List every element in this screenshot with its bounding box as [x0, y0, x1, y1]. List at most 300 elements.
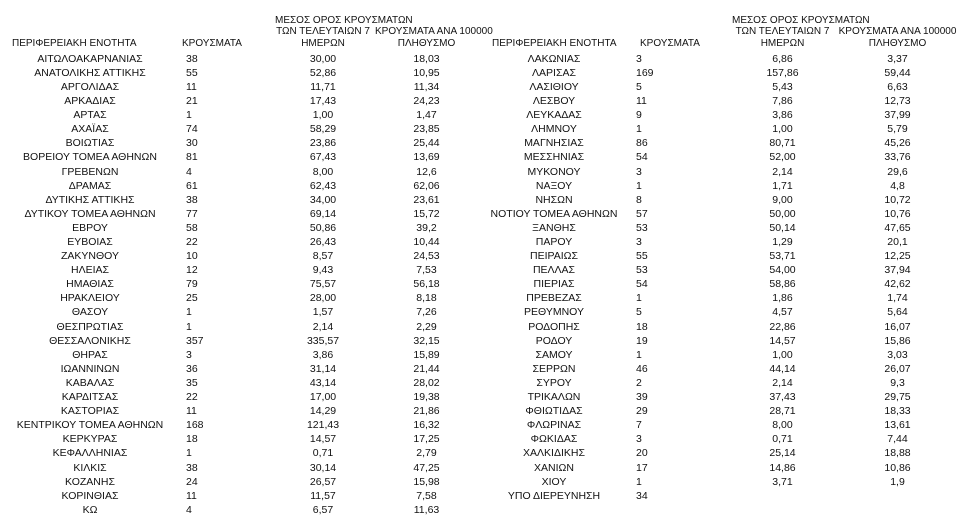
region-cell: ΣΑΜΟΥ	[535, 348, 573, 361]
region-cell: ΧΑΝΙΩΝ	[534, 461, 574, 474]
cases-cell: 4	[186, 165, 192, 178]
region-cell: ΣΕΡΡΩΝ	[532, 362, 576, 375]
cases-cell: 19	[636, 334, 648, 347]
per100k-cell: 10,44	[413, 236, 440, 249]
cases-cell: 11	[186, 405, 197, 418]
avg7-cell: 22,86	[769, 320, 796, 333]
avg7-cell: 9,00	[772, 193, 793, 206]
cases-cell: 12	[186, 264, 198, 277]
cases-cell: 1	[636, 123, 642, 136]
avg7-cell: 6,86	[772, 52, 793, 65]
cases-cell: 38	[186, 193, 198, 206]
region-cell: ΛΑΚΩΝΙΑΣ	[527, 52, 581, 65]
cases-cell: 10	[186, 250, 198, 263]
table-row	[480, 278, 960, 292]
table-row	[480, 461, 960, 475]
table-header-row	[0, 0, 480, 52]
cases-cell: 30	[186, 137, 198, 150]
per100k-cell: 21,86	[413, 405, 440, 418]
cases-cell: 53	[636, 264, 648, 277]
region-cell: ΒΟΡΕΙΟΥ ΤΟΜΕΑ ΑΘΗΝΩΝ	[23, 151, 157, 164]
avg7-cell: 5,43	[772, 80, 793, 93]
header-cases: ΚΡΟΥΣΜΑΤΑ	[640, 37, 700, 49]
avg7-cell: 14,29	[309, 405, 337, 418]
table-row	[480, 447, 960, 461]
region-cell: ΚΙΛΚΙΣ	[73, 461, 107, 474]
per100k-cell: 47,25	[413, 461, 440, 474]
region-cell: ΒΟΙΩΤΙΑΣ	[65, 137, 115, 150]
per100k-cell: 62,06	[413, 179, 440, 192]
region-cell: ΝΗΣΩΝ	[535, 193, 573, 206]
avg7-cell: 6,57	[312, 503, 334, 516]
cases-cell: 55	[186, 66, 198, 79]
cases-cell: 7	[636, 419, 642, 432]
avg7-cell: 34,00	[309, 193, 337, 206]
avg7-cell: 23,86	[309, 137, 337, 150]
per100k-cell: 18,88	[884, 447, 911, 460]
avg7-cell: 28,00	[309, 292, 337, 305]
table-row	[0, 334, 480, 348]
region-cell: ΦΛΩΡΙΝΑΣ	[526, 419, 582, 432]
avg7-cell: 50,86	[309, 221, 337, 234]
region-cell: ΞΑΝΘΗΣ	[532, 221, 576, 234]
table-row	[480, 193, 960, 207]
region-cell: ΛΕΣΒΟΥ	[532, 95, 576, 108]
per100k-cell: 32,15	[413, 334, 440, 347]
table-row	[480, 235, 960, 249]
table-row	[0, 235, 480, 249]
cases-cell: 4	[186, 503, 192, 516]
table-row	[0, 320, 480, 334]
region-cell: ΡΕΘΥΜΝΟΥ	[523, 306, 584, 319]
per100k-cell: 12,25	[884, 250, 911, 263]
avg7-cell: 58,29	[309, 123, 337, 136]
table-row	[0, 447, 480, 461]
per100k-cell: 7,26	[416, 306, 437, 319]
table-row	[0, 503, 480, 517]
region-cell: ΗΜΑΘΙΑΣ	[66, 278, 114, 291]
per100k-cell: 18,03	[413, 52, 440, 65]
per100k-cell: 5,79	[887, 123, 908, 136]
per100k-cell: 8,18	[416, 292, 437, 305]
region-cell: ΗΛΕΙΑΣ	[70, 264, 109, 277]
table-row	[0, 193, 480, 207]
table-row	[480, 489, 960, 503]
region-cell: ΣΥΡΟΥ	[536, 376, 572, 389]
table-row	[480, 165, 960, 179]
per100k-cell: 2,29	[416, 320, 437, 333]
table-row	[480, 122, 960, 136]
avg7-cell: 9,43	[312, 264, 334, 277]
avg7-cell: 30,14	[309, 461, 337, 474]
table-row	[0, 94, 480, 108]
per100k-cell: 16,32	[413, 419, 440, 432]
region-cell: ΡΟΔΟΠΗΣ	[528, 320, 580, 333]
table-row	[0, 137, 480, 151]
table-row	[480, 108, 960, 122]
region-cell: ΑΧΑΪΑΣ	[71, 123, 109, 136]
cases-cell: 25	[186, 292, 198, 305]
table-row	[0, 292, 480, 306]
avg7-cell: 17,43	[309, 95, 337, 108]
table-row	[0, 207, 480, 221]
per100k-cell: 19,38	[413, 391, 440, 404]
region-cell: ΥΠΟ ΔΙΕΡΕΥΝΗΣΗ	[507, 489, 601, 502]
per100k-cell: 11,34	[413, 80, 440, 93]
cases-cell: 11	[186, 489, 197, 502]
header-region: ΠΕΡΙΦΕΡΕΙΑΚΗ ΕΝΟΤΗΤΑ	[492, 37, 617, 49]
cases-cell: 74	[186, 123, 198, 136]
region-cell: ΚΟΖΑΝΗΣ	[65, 475, 115, 488]
table-body-right	[480, 52, 960, 503]
region-cell: ΛΑΡΙΣΑΣ	[532, 66, 576, 79]
region-cell: ΔΡΑΜΑΣ	[68, 179, 112, 192]
avg7-cell: 8,00	[772, 419, 793, 432]
per100k-cell: 37,99	[884, 109, 911, 122]
cases-cell: 357	[186, 334, 204, 347]
table-row	[480, 137, 960, 151]
region-cell: ΚΑΣΤΟΡΙΑΣ	[60, 405, 120, 418]
cases-cell: 1	[186, 109, 192, 122]
cases-cell: 3	[186, 348, 192, 361]
region-cell: ΚΑΒΑΛΑΣ	[65, 376, 115, 389]
avg7-cell: 0,71	[772, 433, 793, 446]
avg7-cell: 2,14	[772, 165, 793, 178]
per100k-cell: 10,86	[884, 461, 911, 474]
avg7-cell: 1,00	[772, 348, 793, 361]
cases-cell: 39	[636, 391, 648, 404]
region-cell: ΖΑΚΥΝΘΟΥ	[60, 250, 119, 263]
table-row	[480, 320, 960, 334]
cases-cell: 1	[186, 320, 192, 333]
avg7-cell: 8,00	[312, 165, 334, 178]
avg7-cell: 2,14	[772, 376, 793, 389]
per100k-cell: 16,07	[884, 320, 911, 333]
avg7-cell: 3,71	[772, 475, 793, 488]
region-cell: ΚΕΦΑΛΛΗΝΙΑΣ	[52, 447, 128, 460]
region-cell: ΝΟΤΙΟΥ ΤΟΜΕΑ ΑΘΗΝΩΝ	[490, 207, 618, 220]
region-cell: ΘΗΡΑΣ	[72, 348, 108, 361]
avg7-cell: 50,14	[769, 221, 796, 234]
per100k-cell: 18,33	[884, 405, 911, 418]
avg7-cell: 157,86	[766, 66, 799, 79]
per100k-cell: 23,85	[413, 123, 440, 136]
cases-cell: 3	[636, 236, 642, 249]
per100k-cell: 15,89	[413, 348, 440, 361]
per100k-cell: 59,44	[884, 66, 911, 79]
table-row	[0, 108, 480, 122]
cases-cell: 5	[636, 80, 642, 93]
region-cell: ΛΑΣΙΘΙΟΥ	[529, 80, 579, 93]
cases-cell: 11	[186, 80, 197, 93]
per100k-cell: 13,69	[413, 151, 440, 164]
cases-cell: 2	[636, 376, 642, 389]
per100k-cell: 28,02	[413, 376, 440, 389]
region-cell: ΦΘΙΩΤΙΔΑΣ	[525, 405, 583, 418]
region-cell: ΘΕΣΠΡΩΤΙΑΣ	[56, 320, 124, 333]
per100k-cell: 37,94	[884, 264, 911, 277]
cases-cell: 1	[636, 348, 642, 361]
avg7-cell: 335,57	[306, 334, 340, 347]
cases-cell: 20	[636, 447, 648, 460]
per100k-cell: 20,1	[887, 236, 908, 249]
region-cell: ΑΡΤΑΣ	[73, 109, 107, 122]
avg7-cell: 1,71	[772, 179, 793, 192]
table-row	[480, 376, 960, 390]
region-cell: ΚΕΡΚΥΡΑΣ	[62, 433, 118, 446]
region-cell: ΠΑΡΟΥ	[535, 236, 573, 249]
region-cell: ΚΕΝΤΡΙΚΟΥ ΤΟΜΕΑ ΑΘΗΝΩΝ	[16, 419, 164, 432]
cases-cell: 53	[636, 221, 648, 234]
cases-cell: 38	[186, 52, 198, 65]
region-cell: ΑΡΓΟΛΙΔΑΣ	[60, 80, 120, 93]
header-cases: ΚΡΟΥΣΜΑΤΑ	[182, 37, 242, 49]
cases-cell: 34	[636, 489, 648, 502]
cases-cell: 81	[186, 151, 198, 164]
cases-cell: 38	[186, 461, 198, 474]
region-cell: ΤΡΙΚΑΛΩΝ	[527, 391, 581, 404]
avg7-cell: 75,57	[309, 278, 337, 291]
header-avg7: ΜΕΣΟΣ ΟΡΟΣ ΚΡΟΥΣΜΑΤΩΝ ΤΩΝ ΤΕΛΕΥΤΑΙΩΝ 7 ΗΜΕΡΩΝ	[275, 14, 413, 49]
avg7-cell: 58,86	[769, 278, 796, 291]
header-per100k: ΚΡΟΥΣΜΑΤΑ ΑΝΑ 100000 ΠΛΗΘΥΣΜΟ	[838, 26, 957, 49]
per100k-cell: 11,63	[413, 503, 440, 516]
avg7-cell: 1,57	[312, 306, 334, 319]
per100k-cell: 12,6	[416, 165, 437, 178]
cases-cell: 24	[186, 475, 198, 488]
region-cell: ΜΥΚΟΝΟΥ	[527, 165, 581, 178]
region-cell: ΚΟΡΙΝΘΙΑΣ	[61, 489, 119, 502]
avg7-cell: 11,57	[310, 489, 336, 502]
per100k-cell: 3,37	[887, 52, 908, 65]
cases-cell: 29	[636, 405, 648, 418]
table-row	[0, 179, 480, 193]
per100k-cell: 56,18	[413, 278, 440, 291]
avg7-cell: 52,00	[769, 151, 796, 164]
avg7-cell: 50,00	[769, 207, 796, 220]
avg7-cell: 1,29	[772, 236, 793, 249]
avg7-cell: 69,14	[309, 207, 337, 220]
table-row	[0, 278, 480, 292]
cases-cell: 58	[186, 221, 198, 234]
region-cell: ΘΑΣΟΥ	[71, 306, 109, 319]
per100k-cell: 15,86	[884, 334, 911, 347]
cases-cell: 54	[636, 278, 648, 291]
region-cell: ΘΕΣΣΑΛΟΝΙΚΗΣ	[49, 334, 131, 347]
per100k-cell: 12,73	[884, 95, 911, 108]
avg7-cell: 2,14	[312, 320, 334, 333]
cases-cell: 9	[636, 109, 642, 122]
cases-cell: 21	[186, 95, 198, 108]
per100k-cell: 29,75	[884, 391, 911, 404]
avg7-cell: 121,43	[306, 419, 340, 432]
table-row	[0, 475, 480, 489]
per100k-cell: 4,8	[890, 179, 905, 192]
cases-cell: 86	[636, 137, 648, 150]
table-row	[0, 306, 480, 320]
table-row	[480, 221, 960, 235]
cases-cell: 1	[636, 179, 642, 192]
cases-cell: 22	[186, 236, 198, 249]
per100k-cell: 39,2	[416, 221, 437, 234]
region-cell: ΔΥΤΙΚΟΥ ΤΟΜΕΑ ΑΘΗΝΩΝ	[24, 207, 156, 220]
table-row	[0, 66, 480, 80]
table-row	[0, 376, 480, 390]
region-cell: ΠΡΕΒΕΖΑΣ	[526, 292, 582, 305]
table-row	[0, 263, 480, 277]
cases-cell: 46	[636, 362, 648, 375]
avg7-cell: 53,71	[769, 250, 796, 263]
region-cell: ΚΩ	[82, 503, 98, 516]
per100k-cell: 25,44	[413, 137, 440, 150]
per100k-cell: 15,98	[413, 475, 440, 488]
cases-cell: 11	[636, 95, 647, 108]
table-row	[480, 390, 960, 404]
avg7-cell: 11,71	[310, 80, 336, 93]
cases-cell: 8	[636, 193, 642, 206]
per100k-cell: 47,65	[884, 221, 911, 234]
avg7-cell: 1,00	[312, 109, 334, 122]
table-row	[0, 52, 480, 66]
per100k-cell: 24,23	[413, 95, 440, 108]
avg7-cell: 3,86	[312, 348, 334, 361]
avg7-cell: 25,14	[769, 447, 796, 460]
header-region: ΠΕΡΙΦΕΡΕΙΑΚΗ ΕΝΟΤΗΤΑ	[12, 37, 137, 49]
region-cell: ΔΥΤΙΚΗΣ ΑΤΤΙΚΗΣ	[45, 193, 135, 206]
per100k-cell: 6,63	[887, 80, 908, 93]
table-row	[480, 348, 960, 362]
per100k-cell: 29,6	[887, 165, 908, 178]
table-body-left	[0, 52, 480, 517]
per100k-cell: 33,76	[884, 151, 911, 164]
table-row	[0, 348, 480, 362]
cases-cell: 3	[636, 52, 642, 65]
avg7-cell: 0,71	[312, 447, 334, 460]
table-row	[480, 179, 960, 193]
region-cell: ΦΩΚΙΔΑΣ	[530, 433, 578, 446]
cases-cell: 61	[186, 179, 198, 192]
avg7-cell: 30,00	[309, 52, 337, 65]
region-cell: ΛΗΜΝΟΥ	[531, 123, 577, 136]
cases-cell: 3	[636, 165, 642, 178]
per100k-cell: 13,61	[884, 419, 911, 432]
cases-table-right	[480, 0, 960, 503]
table-row	[0, 390, 480, 404]
table-row	[0, 433, 480, 447]
avg7-cell: 7,86	[772, 95, 793, 108]
cases-cell: 1	[186, 447, 192, 460]
region-cell: ΝΑΞΟΥ	[535, 179, 573, 192]
avg7-cell: 14,86	[769, 461, 796, 474]
table-row	[0, 249, 480, 263]
per100k-cell: 10,72	[884, 193, 911, 206]
cases-cell: 1	[636, 292, 642, 305]
per100k-cell: 42,62	[884, 278, 911, 291]
avg7-cell: 3,86	[772, 109, 793, 122]
cases-cell: 22	[186, 391, 198, 404]
table-row	[480, 94, 960, 108]
header-per100k: ΚΡΟΥΣΜΑΤΑ ΑΝΑ 100000 ΠΛΗΘΥΣΜΟ	[375, 26, 493, 49]
per100k-cell: 5,64	[887, 306, 908, 319]
cases-cell: 79	[186, 278, 198, 291]
avg7-cell: 37,43	[769, 391, 796, 404]
region-cell: ΜΑΓΝΗΣΙΑΣ	[524, 137, 584, 150]
per100k-cell: 17,25	[413, 433, 440, 446]
per100k-cell: 7,58	[416, 489, 437, 502]
region-cell: ΠΕΙΡΑΙΩΣ	[530, 250, 578, 263]
avg7-cell: 43,14	[309, 376, 337, 389]
per100k-cell: 3,03	[887, 348, 908, 361]
table-row	[0, 80, 480, 94]
table-header-row	[480, 0, 960, 52]
avg7-cell: 31,14	[309, 362, 337, 375]
per100k-cell: 24,53	[413, 250, 440, 263]
avg7-cell: 14,57	[769, 334, 796, 347]
table-row	[0, 461, 480, 475]
per100k-cell: 10,95	[413, 66, 440, 79]
per100k-cell: 7,53	[416, 264, 437, 277]
region-cell: ΧΑΛΚΙΔΙΚΗΣ	[523, 447, 585, 460]
per100k-cell: 2,79	[416, 447, 437, 460]
table-row	[480, 151, 960, 165]
avg7-cell: 54,00	[769, 264, 796, 277]
per100k-cell: 1,47	[416, 109, 437, 122]
region-cell: ΠΕΛΛΑΣ	[532, 264, 576, 277]
avg7-cell: 26,57	[309, 475, 337, 488]
cases-cell: 18	[186, 433, 198, 446]
cases-cell: 168	[186, 419, 204, 432]
region-cell: ΓΡΕΒΕΝΩΝ	[61, 165, 119, 178]
avg7-cell: 26,43	[309, 236, 337, 249]
header-avg7: ΜΕΣΟΣ ΟΡΟΣ ΚΡΟΥΣΜΑΤΩΝ ΤΩΝ ΤΕΛΕΥΤΑΙΩΝ 7 ΗΜΕΡΩΝ	[732, 14, 870, 49]
avg7-cell: 52,86	[309, 66, 337, 79]
region-cell: ΑΙΤΩΛΟΑΚΑΡΝΑΝΙΑΣ	[37, 52, 143, 65]
table-row	[480, 52, 960, 66]
region-cell: ΙΩΑΝΝΙΝΩΝ	[60, 362, 120, 375]
table-row	[0, 122, 480, 136]
table-row	[480, 418, 960, 432]
table-row	[0, 165, 480, 179]
avg7-cell	[730, 489, 835, 503]
cases-cell: 57	[636, 207, 648, 220]
region-cell: ΜΕΣΣΗΝΙΑΣ	[523, 151, 585, 164]
per100k-cell: 7,44	[887, 433, 908, 446]
table-row	[480, 207, 960, 221]
region-cell: ΠΙΕΡΙΑΣ	[533, 278, 575, 291]
per100k-cell: 45,26	[884, 137, 911, 150]
cases-cell: 169	[636, 66, 654, 79]
region-cell: ΑΝΑΤΟΛΙΚΗΣ ΑΤΤΙΚΗΣ	[34, 66, 146, 79]
avg7-cell: 8,57	[312, 250, 334, 263]
avg7-cell: 67,43	[309, 151, 337, 164]
table-row	[0, 404, 480, 418]
avg7-cell: 14,57	[309, 433, 337, 446]
cases-cell: 17	[636, 461, 648, 474]
table-row	[0, 362, 480, 376]
table-row	[480, 334, 960, 348]
table-row	[480, 306, 960, 320]
per100k-cell: 23,61	[413, 193, 440, 206]
cases-cell: 35	[186, 376, 198, 389]
table-row	[480, 433, 960, 447]
table-row	[480, 292, 960, 306]
region-cell: ΡΟΔΟΥ	[535, 334, 573, 347]
table-row	[480, 475, 960, 489]
per100k-cell: 10,76	[884, 207, 911, 220]
table-row	[480, 362, 960, 376]
table-row	[480, 66, 960, 80]
table-row	[0, 418, 480, 432]
